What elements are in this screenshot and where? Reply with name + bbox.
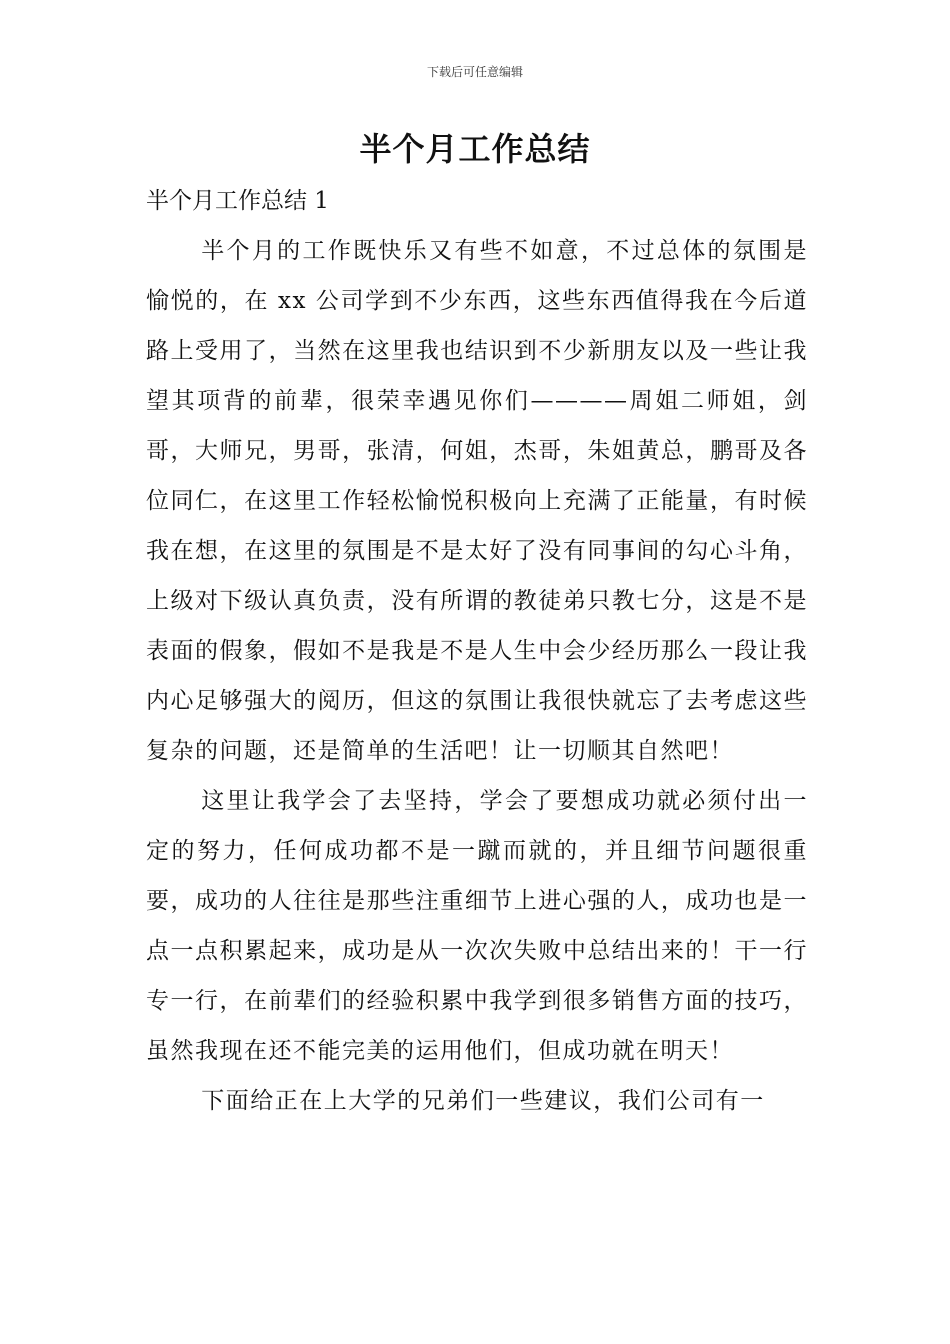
header-note: 下载后可任意编辑 [426, 65, 523, 79]
section-heading: 半个月工作总结 1 [146, 188, 329, 214]
document-title: 半个月工作总结 [359, 130, 591, 168]
paragraph-3: 下面给正在上大学的兄弟们一些建议，我们公司有一 [201, 1088, 765, 1114]
paragraph-2: 这里让我学会了去坚持，学会了要想成功就必须付出一定的努力，任何成功都不是一蹴而就的，并且细节问题很重要，成功的人往往是那些注重细节上进心强的人，成功也是一点一点积累起来，成功是从一次次失败中总结出来的！干一行专一行，在前辈们的经验积累中我学到很多销售方面的技巧，虽然我现在还不能完美的运用他们，但成功就在明天！ [146, 788, 808, 1064]
paragraph-1: 半个月的工作既快乐又有些不如意，不过总体的氛围是愉悦的，在 xx 公司学到不少东西，这些东西值得我在今后道路上受用了，当然在这里我也结识到不少新朋友以及一些让我望其项背的前辈，很荣幸遇见你们————周姐二师姐，剑哥，大师兄，男哥，张清，何姐，杰哥，朱姐黄总，鹏哥及各位同仁，在这里工作轻松愉悦积极向上充满了正能量，有时候我在想，在这里的氛围是不是太好了没有同事间的勾心斗角，上级对下级认真负责，没有所谓的教徒弟只教七分，这是不是表面的假象，假如不是我是不是人生中会少经历那么一段让我内心足够强大的阅历，但这的氛围让我很快就忘了去考虑这些复杂的问题，还是简单的生活吧！让一切顺其自然吧！ [146, 238, 808, 764]
document-body [146, 226, 808, 1126]
